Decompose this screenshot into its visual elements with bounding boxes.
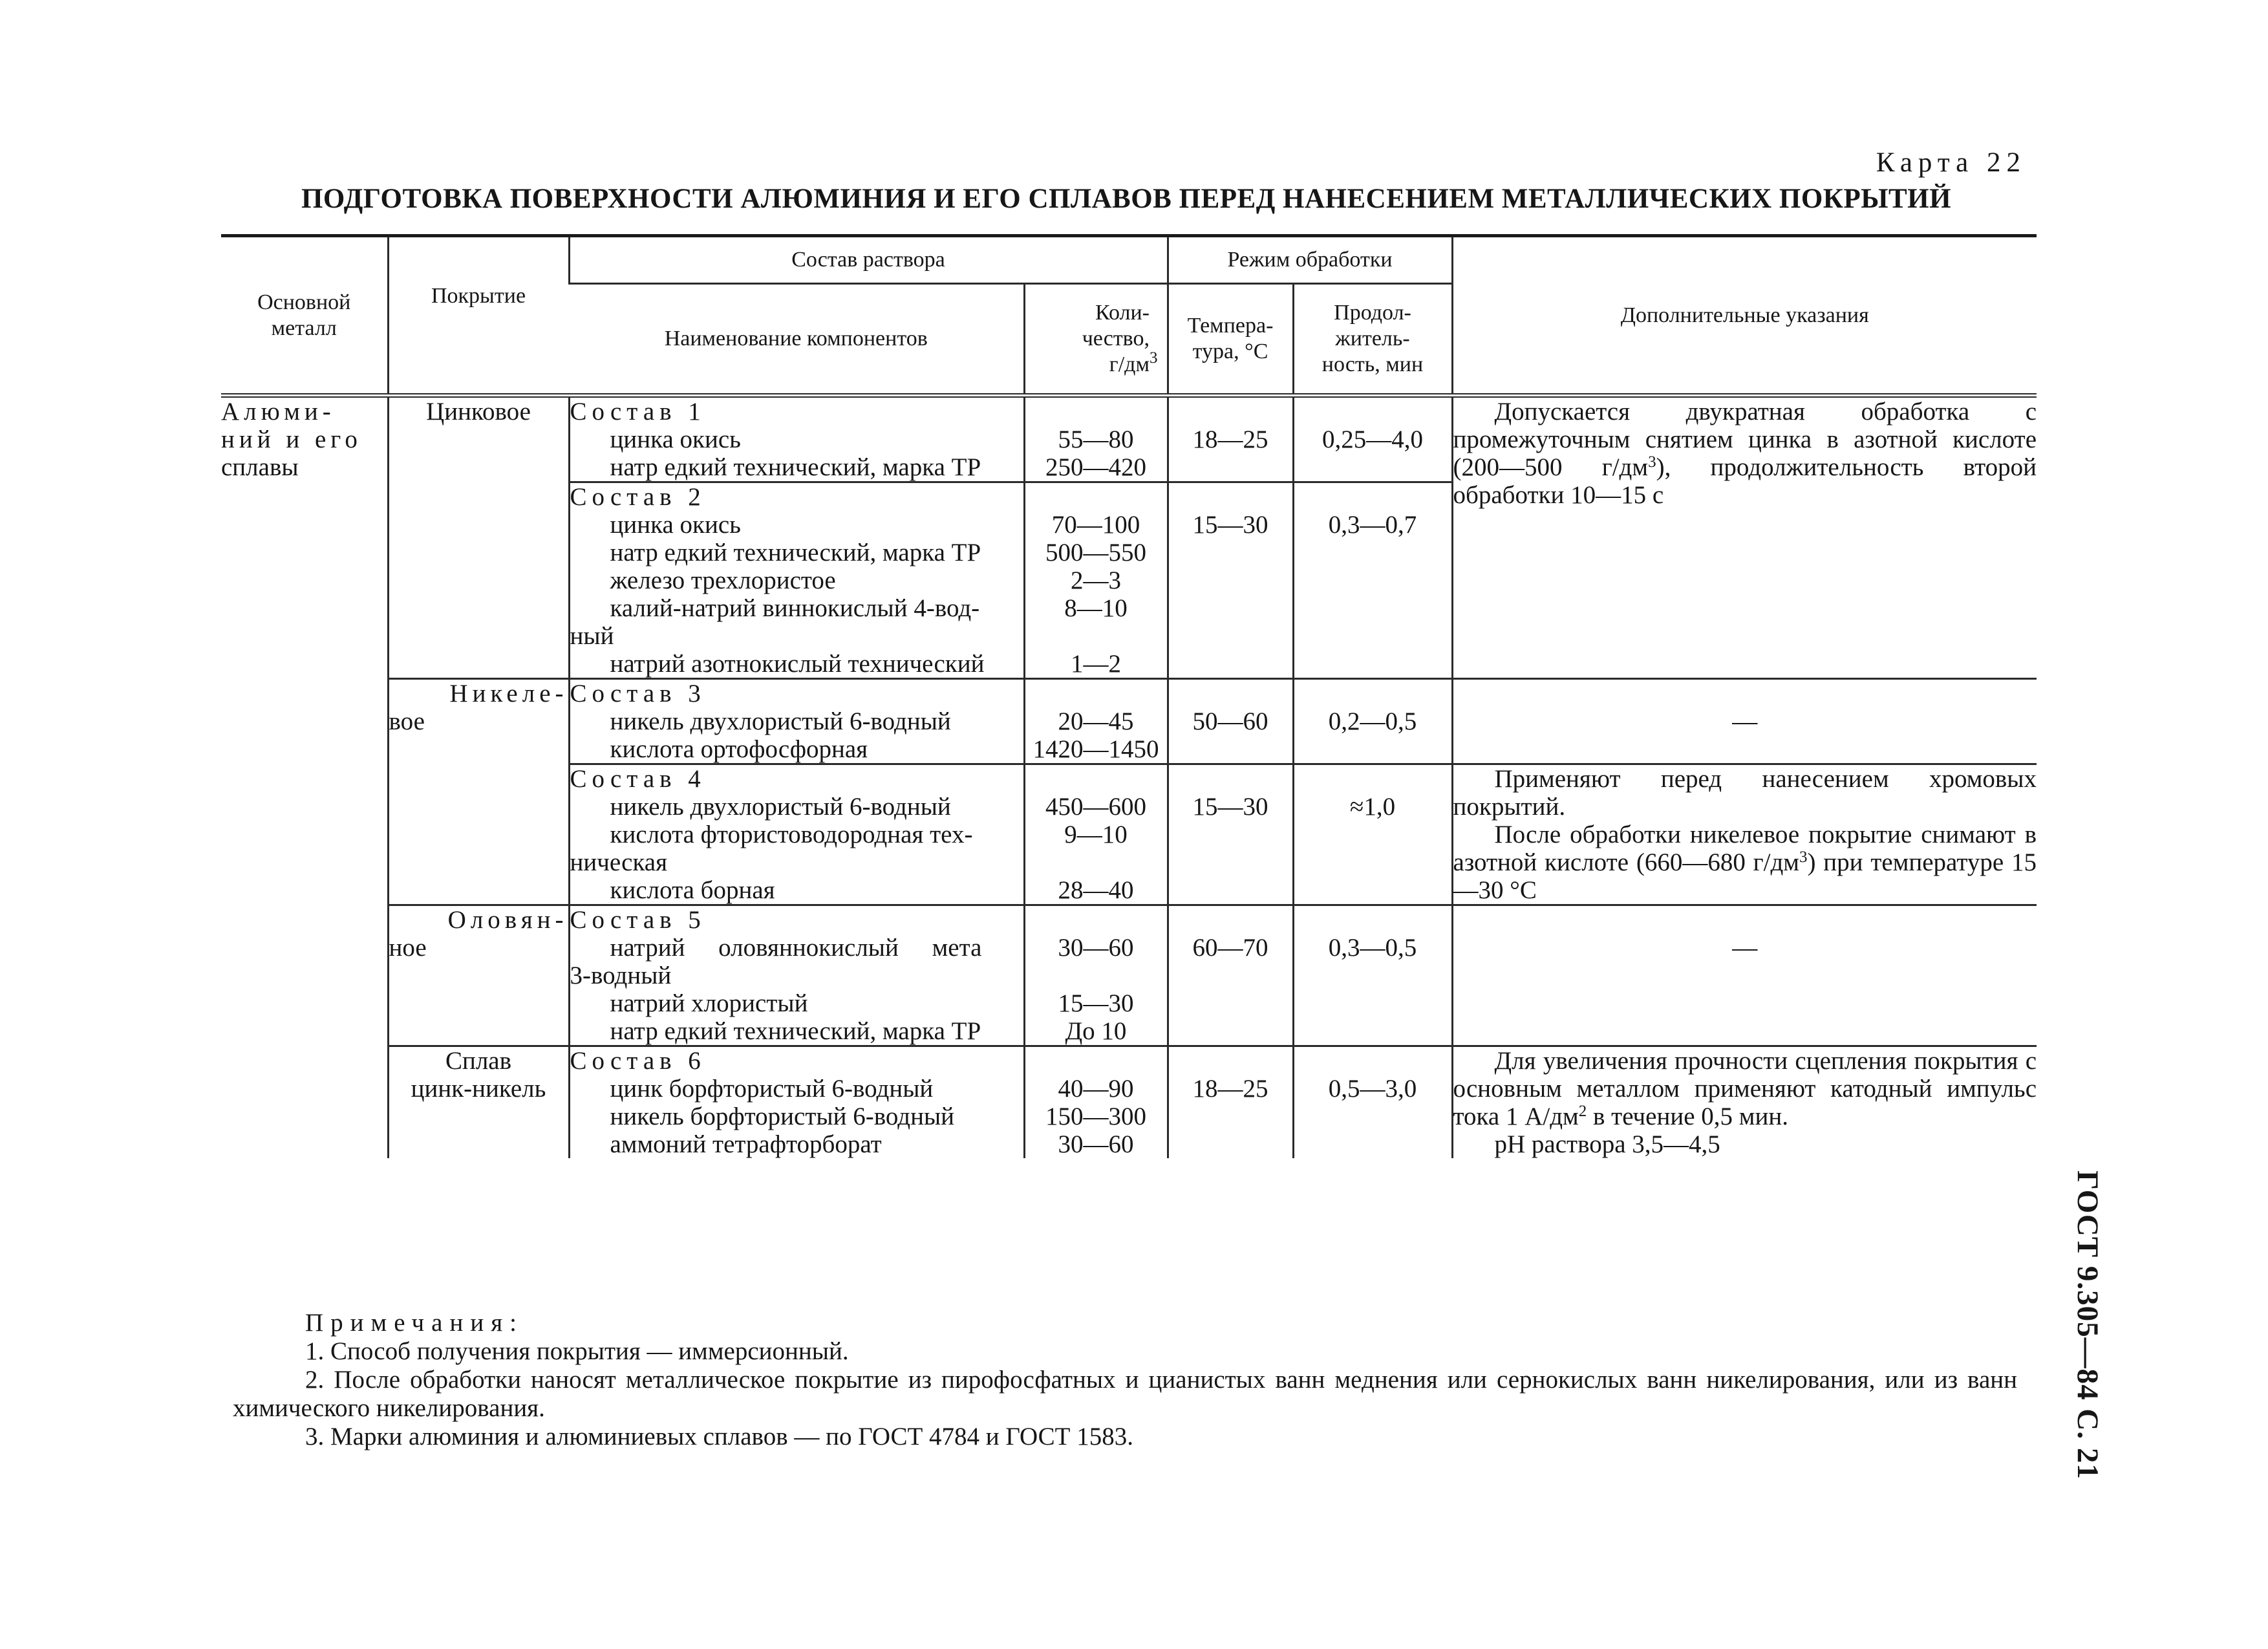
duration-1: 0,25—4,0 [1293, 396, 1452, 482]
coating-zinc: Цинковое [388, 396, 569, 679]
header-duration: Продол- житель- ность, мин [1293, 284, 1452, 396]
header-temperature: Темпера- тура, °С [1168, 284, 1293, 396]
footnotes [233, 1309, 2017, 1451]
header-additional: Дополнительные указания [1452, 236, 2037, 396]
header-coating: Покрытие [388, 236, 569, 396]
temperature-2: 15—30 [1168, 482, 1293, 679]
quantity-6: 40—90 150—300 30—60 [1024, 1046, 1168, 1159]
composition-3: Состав 3 никель двухлористый 6-водный кислота ортофосфорная [569, 679, 1024, 764]
temperature-5: 60—70 [1168, 905, 1293, 1046]
duration-3: 0,2—0,5 [1293, 679, 1452, 764]
quantity-4: 450—600 9—10 28—40 [1024, 764, 1168, 905]
side-standard-label: ГОСТ 9.305—84 С. 21 [2071, 1170, 2104, 1480]
footnote-1: 1. Способ получения покрытия — иммерсионный. [305, 1337, 849, 1365]
notes-nickel-3: — [1452, 679, 2037, 764]
coating-tin: Оловян- ное [388, 905, 569, 1046]
header-component-name: Наименование компонентов [569, 284, 1024, 396]
quantity-5: 30—60 15—30 До 10 [1024, 905, 1168, 1046]
footnote-2: 2. После обработки наносят металлическое покрытие из пирофосфатных и цианистых ванн меднения или сернокислых ванн никелирования, или из ванн химического никелирования. [233, 1366, 2017, 1422]
duration-2: 0,3—0,7 [1293, 482, 1452, 679]
quantity-1: 55—80 250—420 [1024, 396, 1168, 482]
header-treatment-mode: Режим обработки [1168, 236, 1452, 284]
temperature-3: 50—60 [1168, 679, 1293, 764]
composition-4: Состав 4 никель двухлористый 6-водный кислота фтористоводородная тех- ническая кислота борная [569, 764, 1024, 905]
notes-zinc: Допускается двукратная обработка с промежуточным снятием цинка в азотной кислоте (200—500 $г/дм^3$), продолжительность второй обработки 10—15 с [1452, 396, 2037, 679]
composition-1: Состав 1 цинка окись натр едкий технический, марка ТР [569, 396, 1024, 482]
composition-2: Состав 2 цинка окись натр едкий технический, марка ТР железо трехлористое калий-натрий виннокислый 4-вод- ный натрий азотнокислый технический [569, 482, 1024, 679]
duration-6: 0,5—3,0 [1293, 1046, 1452, 1159]
temperature-4: 15—30 [1168, 764, 1293, 905]
header-base-metal: Основной металл [221, 236, 388, 396]
process-table [221, 234, 2037, 1158]
duration-5: 0,3—0,5 [1293, 905, 1452, 1046]
notes-tin: — [1452, 905, 2037, 1046]
page-title: ПОДГОТОВКА ПОВЕРХНОСТИ АЛЮМИНИЯ И ЕГО СПЛАВОВ ПЕРЕД НАНЕСЕНИЕМ МЕТАЛЛИЧЕСКИХ ПОКРЫТИЙ [301, 184, 1952, 214]
footnotes-heading: Примечания: [305, 1309, 524, 1337]
footnote-3: 3. Марки алюминия и алюминиевых сплавов — по ГОСТ 4784 и ГОСТ 1583. [305, 1423, 1133, 1450]
header-quantity: Коли- чество, $г/дм^3$ [1024, 284, 1168, 396]
composition-6: Состав 6 цинк борфтористый 6-водный никель борфтористый 6-водный аммоний тетрафторборат [569, 1046, 1024, 1159]
notes-nickel-4: Применяют перед нанесением хромовых покрытий. После обработки никелевое покрытие снимают в азотной кислоте (660—680 $г/дм^3$) при температуре 15—30 °С [1453, 765, 2037, 904]
header-solution-composition: Состав раствора [569, 236, 1168, 284]
quantity-2: 70—100 500—550 2—3 8—10 1—2 [1024, 482, 1168, 679]
composition-5: Состав 5 натрий оловяннокислый мета 3-водный натрий хлористый натр едкий технический, марка ТР [569, 905, 1024, 1046]
temperature-6: 18—25 [1168, 1046, 1293, 1159]
card-label: Карта 22 [1876, 147, 2026, 178]
duration-4: ≈1,0 [1293, 764, 1452, 905]
base-metal-cell: Алюми- ний и его сплавы [221, 398, 362, 481]
quantity-3: 20—45 1420—1450 [1024, 679, 1168, 764]
coating-zinc-nickel-alloy: Сплав цинк-никель [388, 1046, 569, 1159]
notes-alloy: Для увеличения прочности сцепления покрытия с основным металлом применяют катодный импульс тока 1 $А/дм^2$ в течение 0,5 мин. pH раствора 3,5—4,5 [1453, 1047, 2037, 1158]
coating-nickel: Никеле- вое [388, 679, 569, 905]
temperature-1: 18—25 [1168, 396, 1293, 482]
